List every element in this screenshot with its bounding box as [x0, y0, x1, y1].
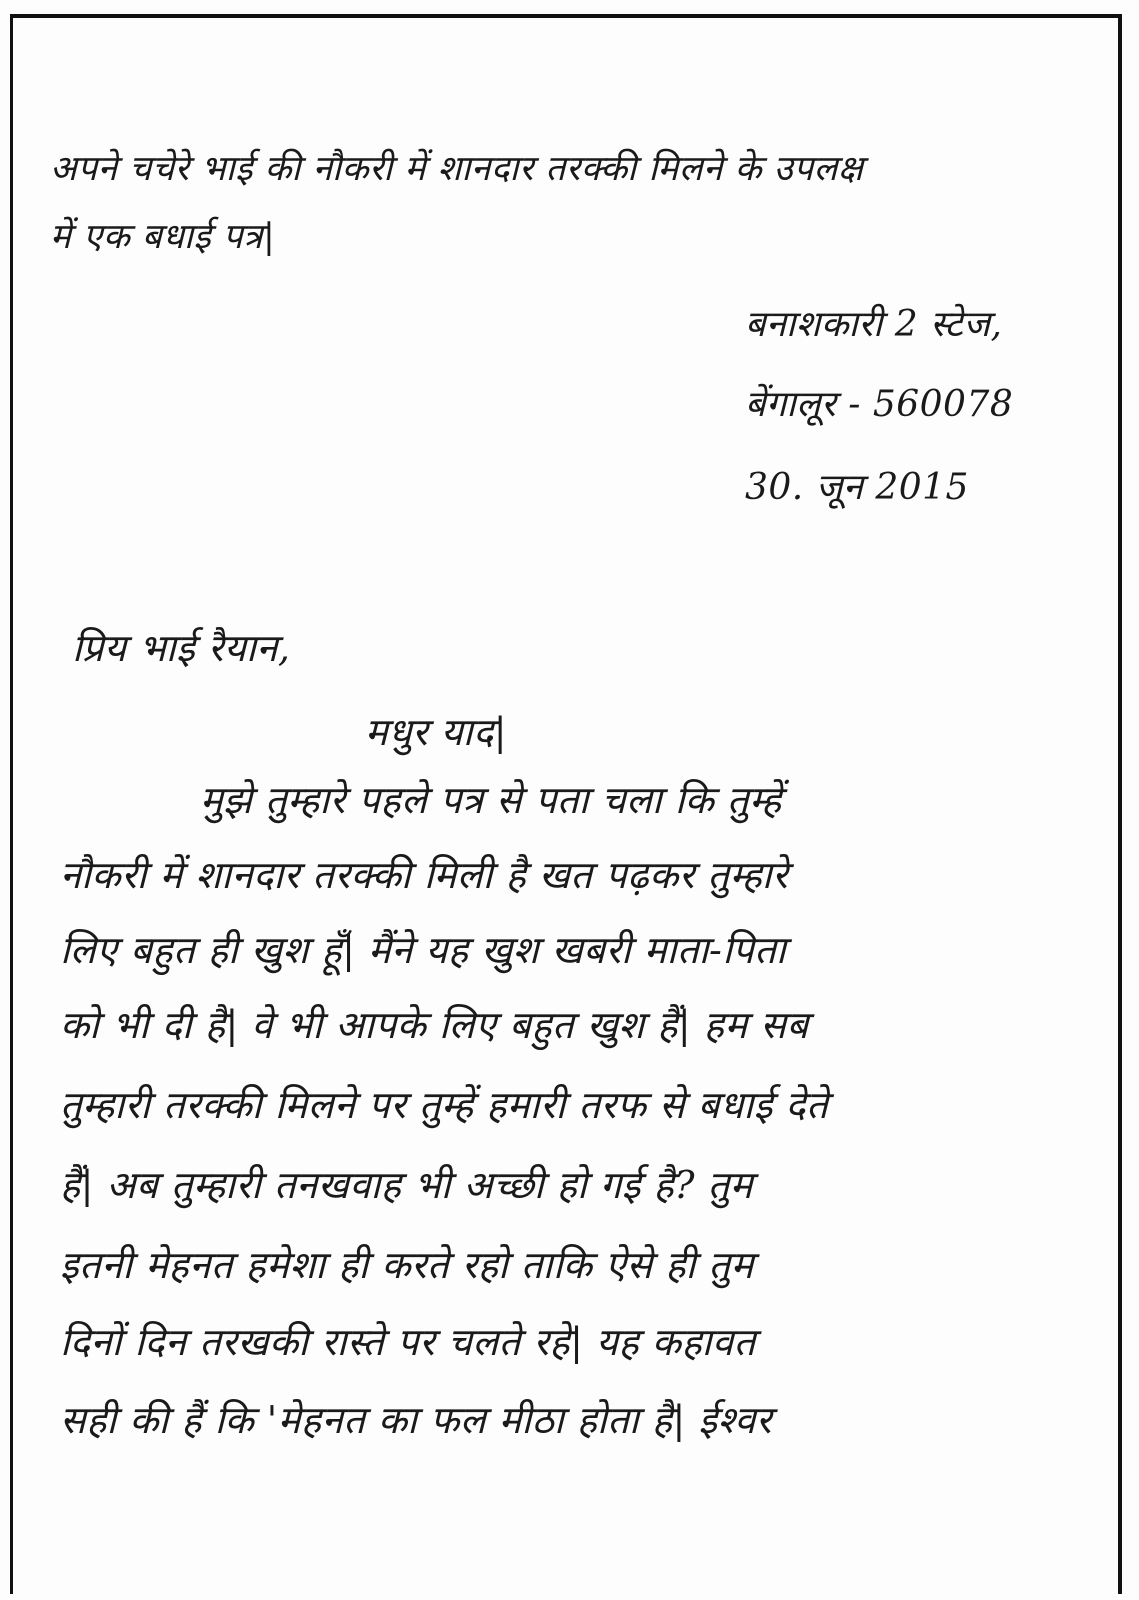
letter-date: 30. जून 2015 — [745, 467, 969, 508]
heading-line-1: अपने चचेरे भाई की नौकरी में शानदार तरक्की मिलने के उपलक्ष — [50, 149, 864, 189]
body-line: लिए बहुत ही खुश हूँ| मैंने यह खुश खबरी माता-पिता — [60, 928, 787, 972]
address-line-2: बेंगालूर - 560078 — [745, 384, 1014, 425]
address-line-1: बनाशकारी 2 स्टेज, — [745, 304, 1003, 345]
body-line: नौकरी में शानदार तरक्की मिली है खत पढ़कर तुम्हारे — [60, 853, 789, 897]
body-line: इतनी मेहनत हमेशा ही करते रहो ताकि ऐसे ही तुम — [60, 1243, 754, 1287]
greeting: मधुर याद| — [365, 710, 508, 754]
body-line: सही की हैं कि 'मेहनत का फल मीठा होता है| ईश्वर — [60, 1398, 772, 1442]
salutation: प्रिय भाई रैयान, — [72, 626, 291, 670]
body-line: तुम्हारी तरक्की मिलने पर तुम्हें हमारी तरफ से बधाई देते — [60, 1083, 829, 1127]
body-line: को भी दी है| वे भी आपके लिए बहुत खुश हैं| हम सब — [60, 1003, 809, 1047]
body-line: मुझे तुम्हारे पहले पत्र से पता चला कि तुम्हें — [200, 778, 782, 822]
heading-line-2: में एक बधाई पत्र| — [50, 217, 276, 257]
body-line: दिनों दिन तरखकी रास्ते पर चलते रहे| यह कहावत — [60, 1320, 756, 1364]
body-line: हैं| अब तुम्हारी तनखवाह भी अच्छी हो गई है? तुम — [60, 1163, 754, 1207]
